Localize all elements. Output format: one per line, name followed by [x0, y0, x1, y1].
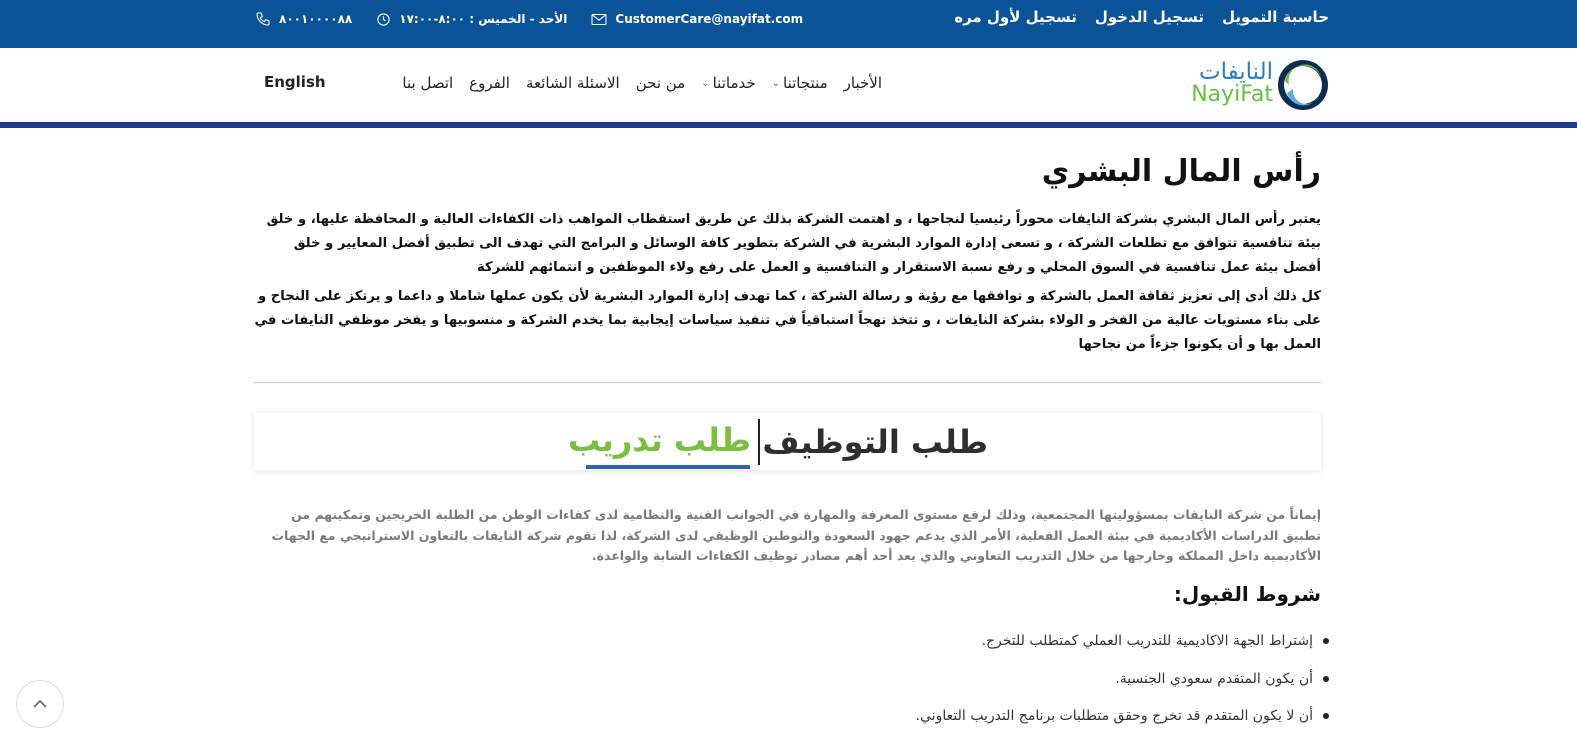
nav-services-label: خدماتنا [712, 74, 756, 92]
main-menu [402, 74, 882, 92]
phone-icon [255, 11, 271, 27]
working-hours: الأحد - الخميس : ٨:٠٠-١٧:٠٠ [399, 12, 568, 26]
top-bar [0, 0, 1577, 48]
bullet-icon [1323, 713, 1329, 719]
condition-text: إشتراط الجهة الاكاديمية للتدريب العملي كمتطلب للتخرج. [981, 633, 1313, 649]
logo-swirl-icon [1277, 59, 1329, 111]
email-address: CustomerCare@nayifat.com [615, 12, 804, 26]
login-link[interactable]: تسجيل الدخول [1094, 8, 1204, 26]
bullet-icon [1323, 676, 1329, 682]
condition-text: أن يكون المتقدم سعودي الجنسية. [1115, 670, 1313, 687]
chevron-up-icon [32, 699, 48, 709]
condition-text: أن لا يكون المتقدم قد تخرج وحقق متطلبات برنامج التدريب التعاوني. [915, 708, 1313, 724]
logo-arabic-text: النايفات [1198, 59, 1273, 85]
chevron-down-icon: ⌄ [701, 77, 710, 89]
scroll-to-top-button[interactable] [16, 680, 64, 728]
conditions-title: شروط القبول: [1173, 582, 1321, 606]
nav-news-label: الأخبار [843, 74, 882, 92]
training-intro: إيماناً من شركة النايفات بمسؤوليتها المجتمعية، وذلك لرفع مستوى المعرفة والمهارة في الجوانب الفنية والنظامية لدى كفاءات الوطن من الطلبة الخريجين وتمكينهم من تطبيق الدراسات الأكاديمية في بيئة العمل الفعلية، الأمر الذي يدعم جهود السعودة والتوطين الوظيفي لدى الشركة، لذا تقوم شركة النايفات بالتعاون الاستراتيجي مع الجهات الأكاديمية داخل المملكة وخارجها من خلال التدريب التعاوني والذي يعد أحد أهم مصادر توظيف الكفاءات الشابة والواعدة. [271, 507, 1321, 563]
nav-branches-label: الفروع [469, 74, 510, 92]
nav-about[interactable] [636, 74, 686, 92]
email-group[interactable] [591, 12, 803, 26]
nav-branches[interactable] [469, 74, 510, 92]
page-title: رأس المال البشري [1041, 154, 1321, 189]
tab-employment[interactable]: طلب التوظيف [758, 419, 988, 465]
mail-icon [591, 13, 607, 26]
bullet-icon [1323, 638, 1329, 644]
nav-about-label: من نحن [635, 74, 686, 92]
list-item [916, 668, 1329, 706]
intro-paragraph-2: كل ذلك أدى إلى تعزيز ثقافة العمل بالشركة و توافقها مع رؤية و رسالة الشركة ، كما تهدف إدارة الموارد البشرية لأن يكون عملها شاملا و داعما و يرتكز على النجاح و على بناء مستويات عالية من الفخر و الولاء بشركة النايفات ، و تتخذ نهجاً استباقياً في تنفيذ سياسات إيجابية بما يخدم الشركة و منسوبيها و يفخر موظفي النايفات في العمل بها و أن يكونوا جزءاً من نجاحها [254, 289, 1321, 352]
nav-divider-line [0, 122, 1577, 128]
top-links [954, 8, 1329, 26]
conditions-list [916, 630, 1329, 743]
contact-info [255, 11, 817, 27]
tab-training[interactable]: طلب تدريب [567, 421, 751, 459]
nav-contact[interactable] [402, 74, 453, 92]
nav-products-label: منتجاتنا [783, 74, 828, 92]
finance-calculator-link[interactable]: حاسبة التمويل [1221, 8, 1329, 26]
language-switch[interactable]: English [264, 73, 326, 91]
active-tab-indicator [586, 465, 750, 469]
nayifat-logo[interactable] [1179, 58, 1329, 114]
nav-services[interactable] [701, 74, 755, 92]
hours-group [376, 12, 567, 27]
phone-number: ٨٠٠١٠٠٠٠٨٨ [279, 12, 353, 26]
list-item [916, 705, 1329, 743]
list-item [916, 630, 1329, 668]
logo-english-text: NayiFat [1191, 82, 1273, 107]
nav-faq-label: الاسئلة الشائعة [525, 74, 620, 92]
chevron-down-icon: ⌄ [771, 77, 781, 89]
nav-products[interactable] [772, 74, 828, 92]
register-link[interactable]: تسجيل لأول مره [954, 8, 1077, 26]
application-tabs [254, 413, 1321, 470]
intro-paragraph-1: يعتبر رأس المال البشري بشركة النايفات محوراً رئيسيا لنجاحها ، و اهتمت الشركة بذلك عن طريق استقطاب المواهب ذات الكفاءات العالية و المحافظة عليها، و خلق بيئة تنافسية تتوافق مع تطلعات الشركة ، و تسعى إدارة الموارد البشرية في الشركة بتطوير كافة الوسائل و البرامج التي تهدف الى تطبيق أفضل المعايير و خلق أفضل بيئة عمل تنافسية في السوق المحلي و رفع نسبة الاستقرار و التنافسية و العمل على رفع ولاء الموظفين و انتمائهم للشركة [266, 212, 1321, 275]
nav-news[interactable] [844, 74, 882, 92]
section-divider [254, 382, 1321, 383]
clock-icon [376, 12, 391, 27]
nav-contact-label: اتصل بنا [402, 74, 454, 92]
phone-group[interactable] [255, 11, 352, 27]
nav-faq[interactable] [526, 74, 620, 92]
